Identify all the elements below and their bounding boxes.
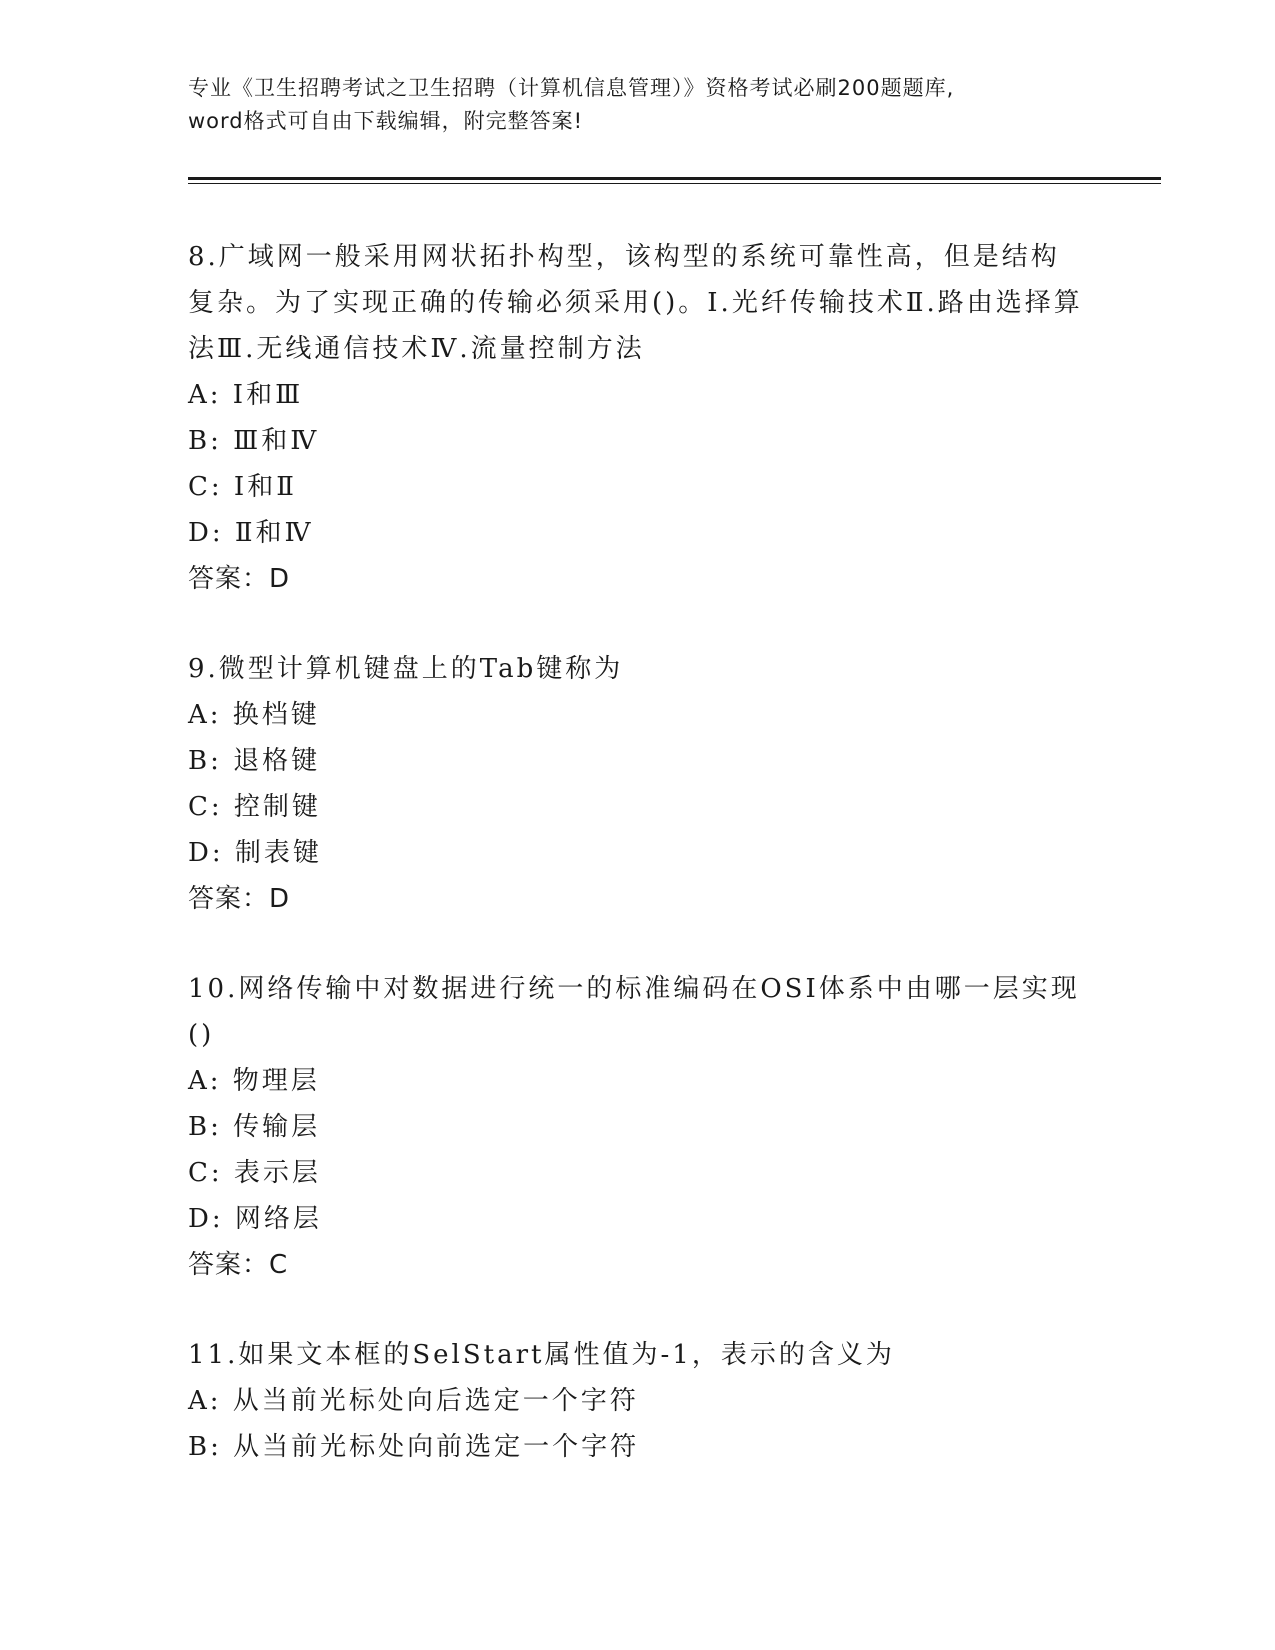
header-divider-thick <box>188 177 1161 180</box>
document-header <box>188 72 1088 138</box>
option-b: B: 从当前光标处向前选定一个字符 <box>188 1432 640 1462</box>
answer-label: 答案：C <box>188 1250 289 1280</box>
option-b: B: 传输层 <box>188 1112 321 1142</box>
option-b: B: 退格键 <box>188 746 321 776</box>
question-8 <box>188 234 1088 602</box>
question-list <box>188 234 1088 1514</box>
question-stem: 10.网络传输中对数据进行统一的标准编码在OSI体系中由哪一层实现() <box>188 974 1080 1050</box>
header-line-2: word格式可自由下载编辑，附完整答案! <box>188 109 584 133</box>
option-a: A: 物理层 <box>188 1066 320 1096</box>
option-a: A: Ⅰ和Ⅲ <box>188 380 304 410</box>
option-a: A: 从当前光标处向后选定一个字符 <box>188 1386 639 1416</box>
question-9 <box>188 646 1088 922</box>
option-d: D: Ⅱ和Ⅳ <box>188 518 314 548</box>
option-c: C: 表示层 <box>188 1158 321 1188</box>
option-d: D: 网络层 <box>188 1204 322 1234</box>
question-stem: 11.如果文本框的SelStart属性值为-1，表示的含义为 <box>188 1340 895 1370</box>
question-stem: 8.广域网一般采用网状拓扑构型，该构型的系统可靠性高，但是结构复杂。为了实现正确的传输必须采用()。Ⅰ.光纤传输技术Ⅱ.路由选择算法Ⅲ.无线通信技术Ⅳ.流量控制方法 <box>188 242 1083 364</box>
option-c: C: Ⅰ和Ⅱ <box>188 472 297 502</box>
question-11 <box>188 1332 1088 1470</box>
answer-label: 答案：D <box>188 564 291 594</box>
answer-label: 答案：D <box>188 884 291 914</box>
question-stem: 9.微型计算机键盘上的Tab键称为 <box>188 654 624 684</box>
question-10 <box>188 966 1088 1288</box>
header-divider-thin <box>188 183 1161 184</box>
option-b: B: Ⅲ和Ⅳ <box>188 426 320 456</box>
header-line-1: 专业《卫生招聘考试之卫生招聘（计算机信息管理）》资格考试必刷200题题库, <box>188 76 955 100</box>
option-d: D: 制表键 <box>188 838 322 868</box>
option-a: A: 换档键 <box>188 700 320 730</box>
option-c: C: 控制键 <box>188 792 321 822</box>
